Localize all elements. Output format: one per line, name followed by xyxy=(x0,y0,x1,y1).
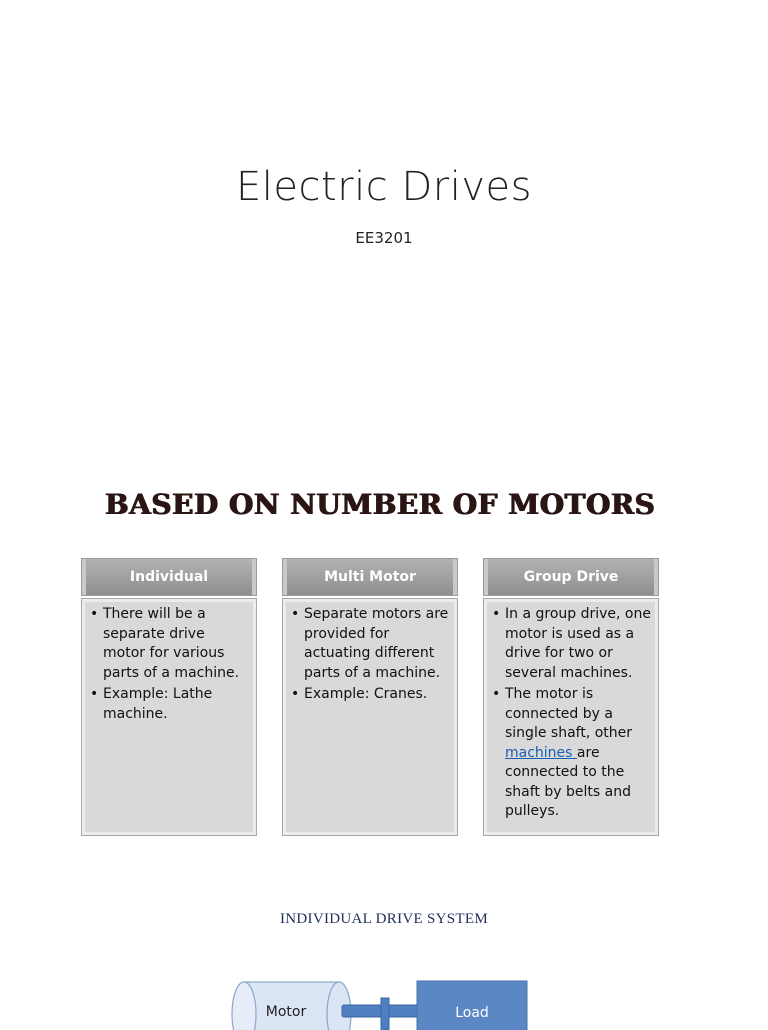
column-header: Group Drive xyxy=(483,558,659,596)
column-header: Individual xyxy=(81,558,257,596)
column-individual xyxy=(81,558,257,836)
machines-link[interactable]: machines xyxy=(505,744,577,761)
column-multi-motor xyxy=(282,558,458,836)
column-group-drive xyxy=(483,558,659,836)
diagram-title: INDIVIDUAL DRIVE SYSTEM xyxy=(280,911,488,927)
page-title: Electric Drives xyxy=(236,164,532,210)
column-body xyxy=(81,598,257,836)
section-heading: BASED ON NUMBER OF MOTORS xyxy=(105,488,656,521)
bullet-item: • Separate motors are provided for actuating different parts of a machine. xyxy=(289,605,451,683)
column-body xyxy=(483,598,659,836)
course-code: EE3201 xyxy=(355,229,413,247)
shaft-shape xyxy=(342,998,428,1030)
bullet-item xyxy=(490,685,652,822)
motor-label: Motor xyxy=(265,1004,307,1020)
bullet-item: • Example: Cranes. xyxy=(289,685,451,705)
bullet-item: • There will be a separate drive motor for various parts of a machine. xyxy=(88,605,250,683)
column-header: Multi Motor xyxy=(282,558,458,596)
bullet-item: • Example: Lathe machine. xyxy=(88,685,250,724)
column-body xyxy=(282,598,458,836)
drive-diagram xyxy=(0,970,768,1030)
bullet-text: The motor is connected by a single shaft, other xyxy=(505,686,633,741)
bullet-text: are connected to the shaft by belts and pulleys. xyxy=(505,744,631,819)
load-label: Load xyxy=(455,1005,489,1021)
bullet-item: • In a group drive, one motor is used as a drive for two or several machines. xyxy=(490,605,652,683)
